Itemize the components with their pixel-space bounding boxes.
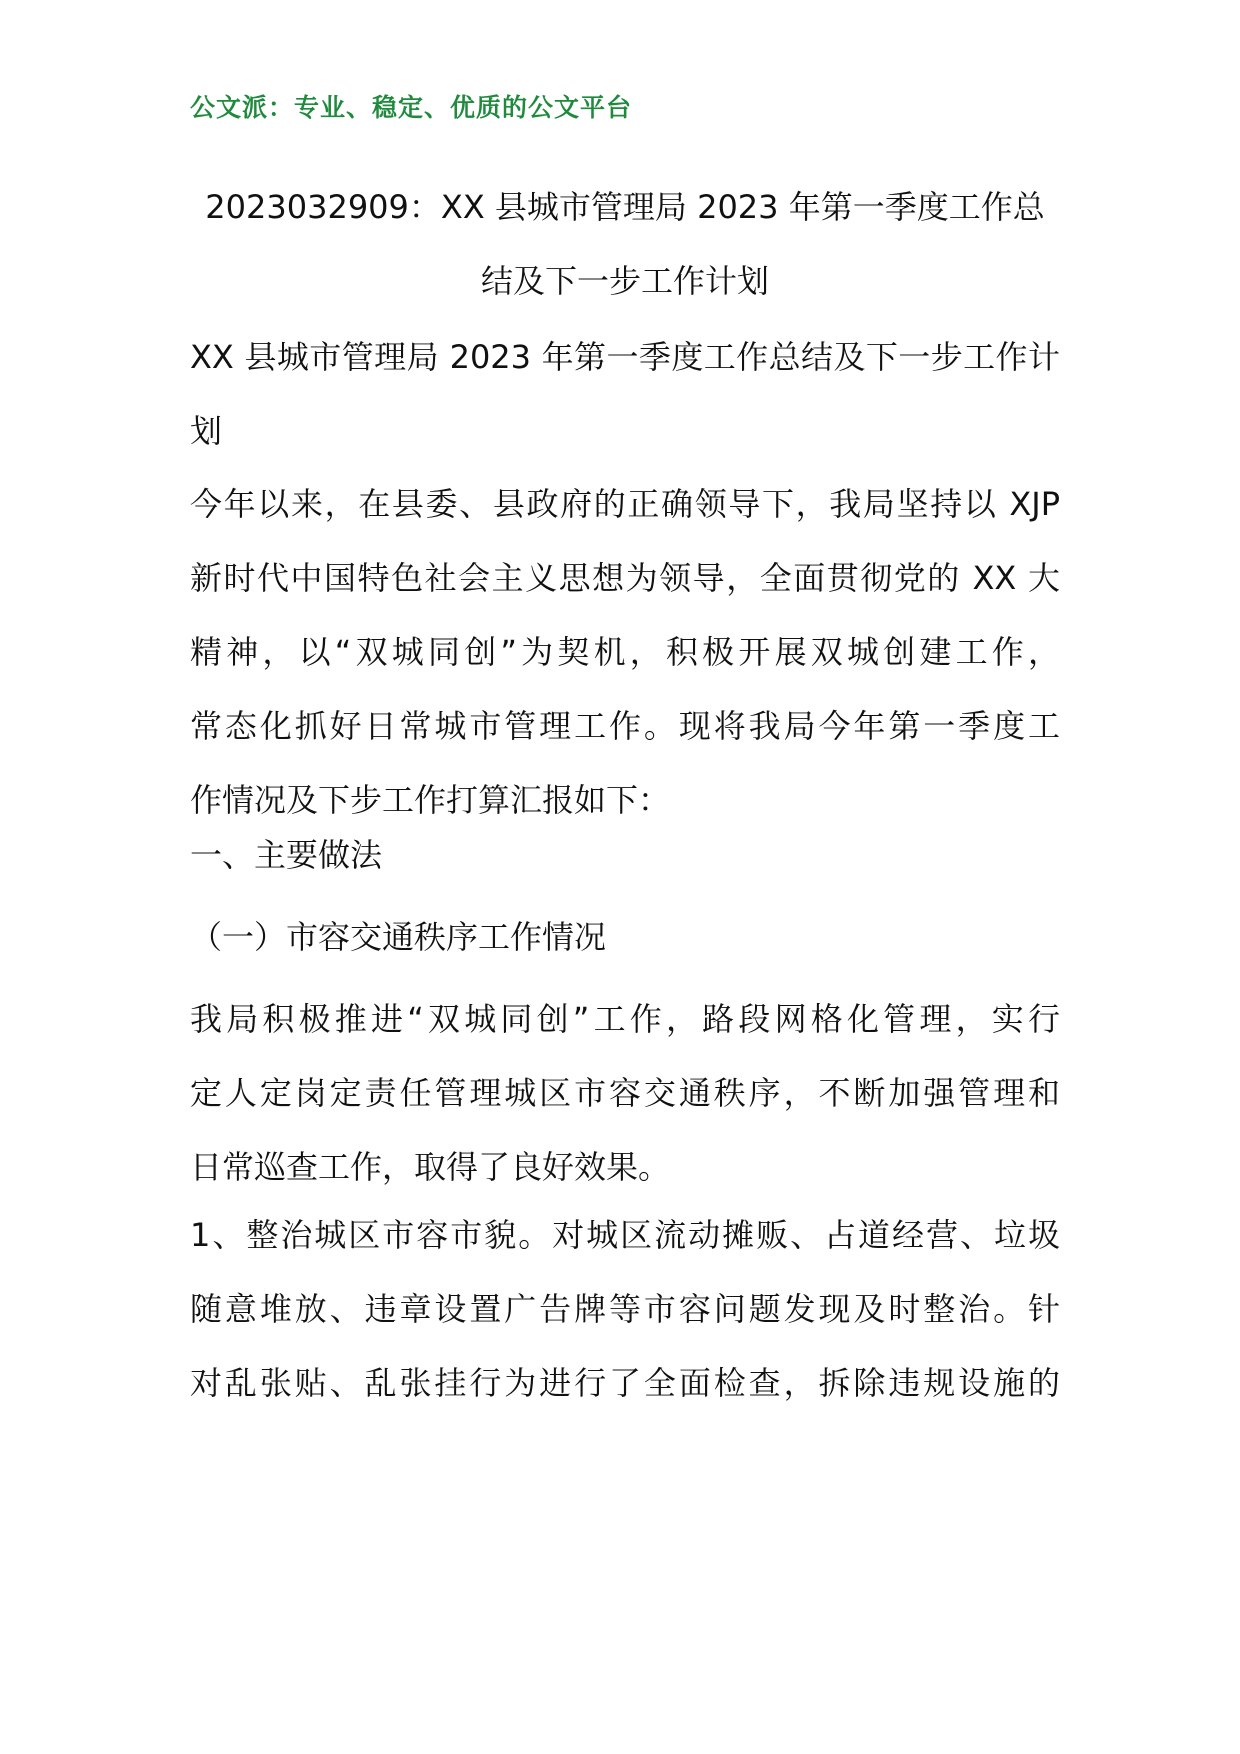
brand-header: 公文派：专业、稳定、优质的公文平台 <box>190 93 633 122</box>
item-paragraph <box>190 1198 1060 1420</box>
document-title <box>190 170 1060 318</box>
paragraph-line: 我局积极推进“双城同创”工作，路段网格化管理，实行 <box>190 1000 1060 1038</box>
title-line-1: 2023032909：XX 县城市管理局 2023 年第一季度工作总 <box>205 188 1045 226</box>
paragraph-line: 随意堆放、违章设置广告牌等市容问题发现及时整治。针 <box>190 1290 1060 1328</box>
paragraph-line: 对乱张贴、乱张挂行为进行了全面检查，拆除违规设施的 <box>190 1364 1060 1402</box>
intro-line: 新时代中国特色社会主义思想为领导，全面贯彻党的 XX 大 <box>190 559 1060 597</box>
subtitle-line-2: 划 <box>190 412 223 450</box>
subtitle-line-1: XX 县城市管理局 2023 年第一季度工作总结及下一步工作计 <box>190 338 1060 376</box>
subtitle-paragraph <box>190 320 1060 468</box>
intro-line: 今年以来，在县委、县政府的正确领导下，我局坚持以 XJP <box>190 485 1060 523</box>
subsection-heading: （一）市容交通秩序工作情况 <box>190 918 607 956</box>
section-heading: 一、主要做法 <box>190 836 383 874</box>
intro-line: 精神，以“双城同创”为契机，积极开展双城创建工作， <box>190 633 1060 671</box>
title-line-2: 结及下一步工作计划 <box>480 262 769 300</box>
paragraph-line: 日常巡查工作，取得了良好效果。 <box>190 1148 671 1186</box>
paragraph-line: 定人定岗定责任管理城区市容交通秩序，不断加强管理和 <box>190 1074 1060 1112</box>
intro-line: 常态化抓好日常城市管理工作。现将我局今年第一季度工 <box>190 707 1060 745</box>
subsection-paragraph <box>190 982 1060 1204</box>
intro-paragraph <box>190 467 1060 837</box>
paragraph-line: 1、整治城区市容市貌。对城区流动摊贩、占道经营、垃圾 <box>190 1216 1060 1254</box>
intro-line: 作情况及下步工作打算汇报如下： <box>190 781 671 819</box>
